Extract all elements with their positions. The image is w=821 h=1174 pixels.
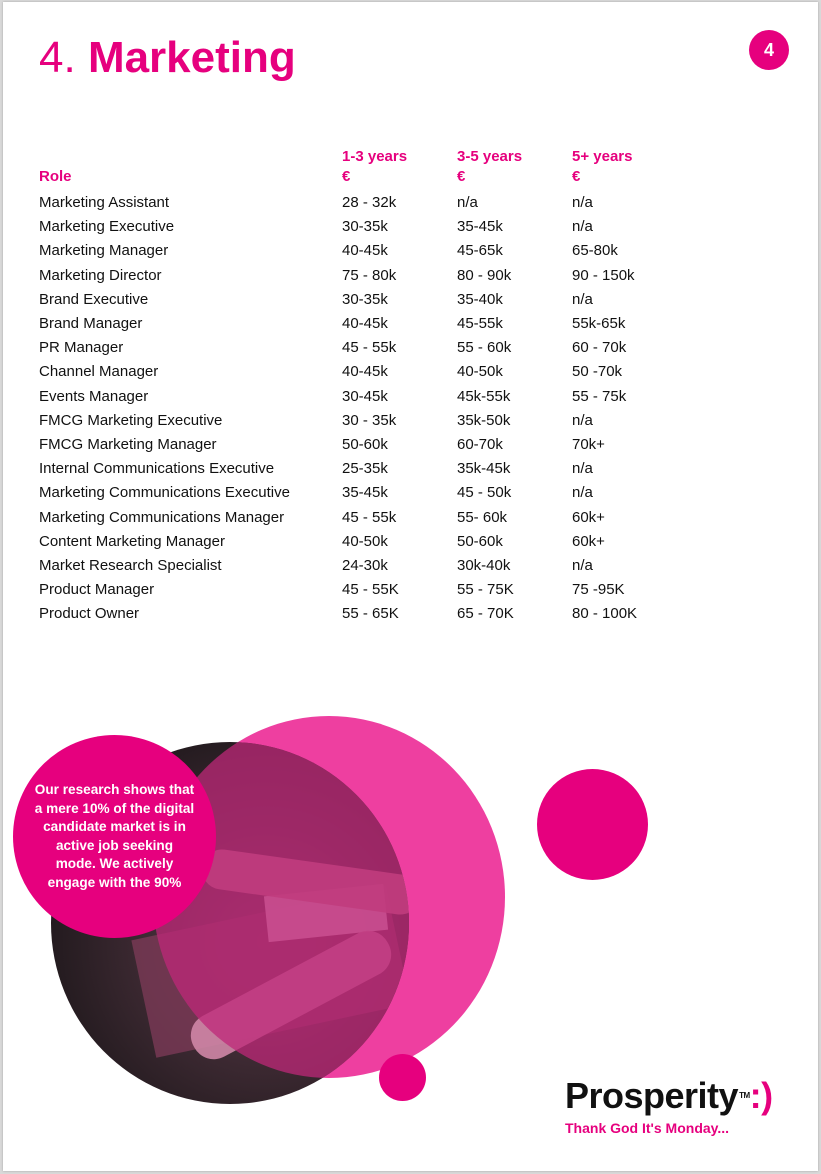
table-row (39, 215, 682, 239)
table-row (39, 191, 682, 215)
cell-1-3-years: 30-45k (342, 387, 388, 405)
cell-5-plus-years: 80 - 100K (572, 605, 638, 623)
table-row (39, 457, 682, 481)
cell-1-3-years: 75 - 80k (342, 266, 397, 284)
cell-5-plus-years: 55k-65k (572, 315, 626, 333)
trademark-mark: TM (739, 1091, 750, 1100)
cell-5-plus-years: 70k+ (572, 436, 605, 454)
cell-1-3-years: 30-35k (342, 218, 388, 236)
cell-1-3-years: 45 - 55k (342, 508, 397, 526)
table-row (39, 385, 682, 409)
cell-role: Marketing Manager (39, 242, 169, 260)
cell-3-5-years: 50-60k (457, 532, 503, 550)
header-5-plus-years: 5+ years € (572, 148, 633, 185)
cell-role: Marketing Communications Executive (39, 484, 290, 502)
cell-role: Channel Manager (39, 363, 159, 381)
cell-1-3-years: 28 - 32k (342, 194, 397, 211)
pink-dot-small (379, 1054, 426, 1101)
logo-name: Prosperity (565, 1075, 739, 1116)
quote-text: Our research shows that a mere 10% of the digital candidate market is in active job seeking mode. We actively engage with the 90% (34, 782, 195, 890)
quote-circle (13, 735, 216, 938)
cell-3-5-years: 80 - 90k (457, 266, 512, 284)
cell-1-3-years: 25-35k (342, 460, 388, 478)
title-word: Marketing (87, 33, 296, 82)
table-row (39, 288, 682, 312)
table-row (39, 264, 682, 288)
cell-role: FMCG Marketing Executive (39, 411, 223, 429)
table-row (39, 530, 682, 554)
cell-1-3-years: 45 - 55K (342, 581, 399, 599)
pink-dot-right (537, 769, 648, 880)
cell-1-3-years: 50-60k (342, 436, 388, 454)
cell-3-5-years: 35k-50k (457, 411, 511, 429)
cell-1-3-years: 40-45k (342, 363, 388, 381)
cell-1-3-years: 30 - 35k (342, 411, 397, 429)
cell-1-3-years: 40-50k (342, 532, 388, 550)
title-number: 4. (39, 33, 76, 82)
cell-5-plus-years: n/a (572, 194, 593, 211)
cell-role: Product Manager (39, 581, 155, 599)
header-1-3-years: 1-3 years € (342, 148, 408, 185)
logo-tagline: Thank God It's Monday... (565, 1120, 730, 1136)
cell-3-5-years: 55 - 75K (457, 581, 514, 599)
table-row (39, 409, 682, 433)
cell-5-plus-years: n/a (572, 290, 593, 308)
cell-5-plus-years: 90 - 150k (572, 266, 635, 284)
cell-5-plus-years: 75 -95K (572, 581, 625, 599)
cell-5-plus-years: 60 - 70k (572, 339, 627, 357)
table-row (39, 312, 682, 336)
table-row (39, 578, 682, 602)
cell-5-plus-years: n/a (572, 411, 593, 429)
cell-3-5-years: 60-70k (457, 436, 503, 454)
cell-5-plus-years: n/a (572, 460, 593, 478)
cell-3-5-years: 35k-45k (457, 460, 511, 478)
cell-role: Marketing Executive (39, 218, 175, 236)
cell-1-3-years: 24-30k (342, 557, 388, 575)
cell-5-plus-years: n/a (572, 218, 593, 236)
cell-role: Internal Communications Executive (39, 460, 275, 478)
cell-3-5-years: 55- 60k (457, 508, 508, 526)
cell-5-plus-years: 65-80k (572, 242, 618, 260)
cell-role: Market Research Specialist (39, 557, 222, 575)
decorative-circles (3, 702, 818, 1122)
cell-1-3-years: 30-35k (342, 290, 388, 308)
cell-role: Marketing Director (39, 266, 162, 284)
header-3-5-years: 3-5 years € (457, 148, 523, 185)
table-row (39, 602, 682, 626)
page-title (39, 32, 296, 84)
cell-role: Brand Executive (39, 290, 149, 308)
cell-5-plus-years: 60k+ (572, 508, 605, 526)
document-page (3, 2, 818, 1171)
cell-role: Content Marketing Manager (39, 532, 225, 550)
header-role: Role (39, 168, 72, 185)
cell-3-5-years: 65 - 70K (457, 605, 514, 623)
cell-role: Events Manager (39, 387, 149, 405)
table-row (39, 360, 682, 384)
cell-3-5-years: 45-65k (457, 242, 503, 260)
cell-role: Marketing Assistant (39, 194, 170, 211)
cell-1-3-years: 45 - 55k (342, 339, 397, 357)
cell-3-5-years: 55 - 60k (457, 339, 512, 357)
salary-table-body (39, 191, 682, 627)
table-row (39, 433, 682, 457)
cell-5-plus-years: n/a (572, 484, 593, 502)
salary-table (39, 147, 682, 627)
cell-role: PR Manager (39, 339, 124, 357)
cell-3-5-years: 30k-40k (457, 557, 511, 575)
cell-5-plus-years: 60k+ (572, 532, 605, 550)
smile-icon: :) (749, 1075, 773, 1116)
cell-5-plus-years: n/a (572, 557, 593, 575)
table-row (39, 336, 682, 360)
cell-5-plus-years: 55 - 75k (572, 387, 627, 405)
cell-3-5-years: n/a (457, 194, 478, 211)
cell-3-5-years: 45k-55k (457, 387, 511, 405)
table-row (39, 481, 682, 505)
cell-role: FMCG Marketing Manager (39, 436, 217, 454)
cell-role: Product Owner (39, 605, 140, 623)
cell-3-5-years: 45 - 50k (457, 484, 512, 502)
cell-1-3-years: 40-45k (342, 242, 388, 260)
logo-wordmark (565, 1076, 773, 1116)
table-row (39, 554, 682, 578)
cell-1-3-years: 55 - 65K (342, 605, 399, 623)
page-number-badge: 4 (749, 30, 789, 70)
cell-3-5-years: 35-40k (457, 290, 503, 308)
cell-1-3-years: 40-45k (342, 315, 388, 333)
cell-role: Brand Manager (39, 315, 143, 333)
table-header-row (39, 147, 682, 191)
table-row (39, 506, 682, 530)
cell-3-5-years: 45-55k (457, 315, 503, 333)
cell-role: Marketing Communications Manager (39, 508, 285, 526)
cell-3-5-years: 40-50k (457, 363, 503, 381)
cell-3-5-years: 35-45k (457, 218, 503, 236)
cell-5-plus-years: 50 -70k (572, 363, 623, 381)
table-row (39, 239, 682, 263)
cell-1-3-years: 35-45k (342, 484, 388, 502)
prosperity-logo (565, 1076, 773, 1136)
